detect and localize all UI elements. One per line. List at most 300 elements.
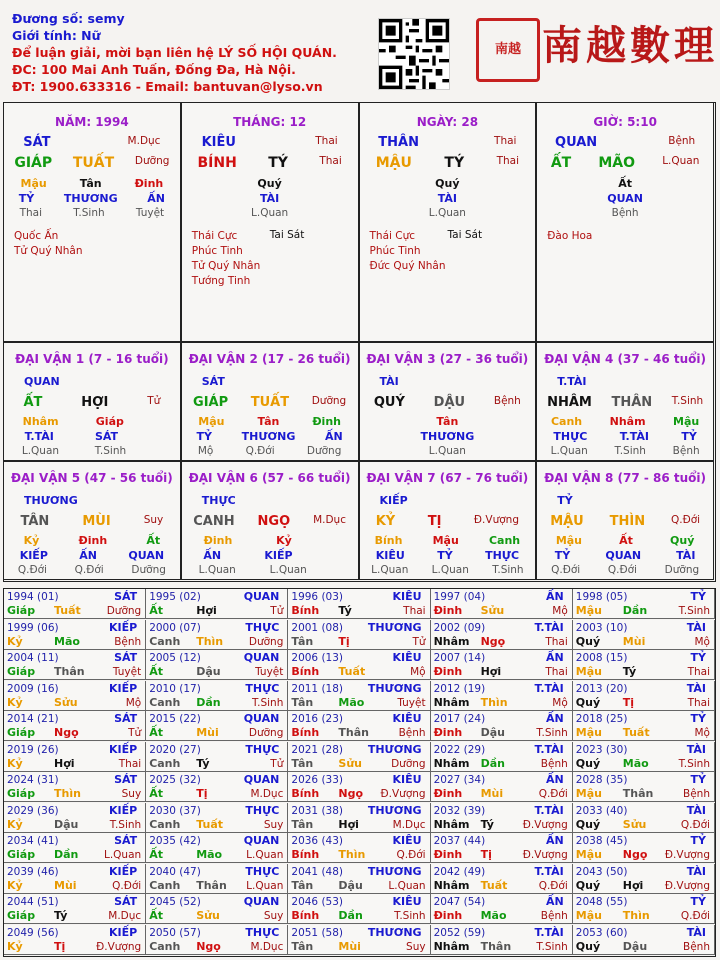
- year-star: TỶ: [690, 895, 706, 908]
- year-star: THƯƠNG: [367, 681, 422, 695]
- hidden-stem: Kỷ: [276, 534, 292, 547]
- year-state: Thai: [545, 635, 568, 648]
- year-chi: Thân: [338, 726, 369, 739]
- year-label: 2004 (11): [7, 652, 59, 664]
- note: Thái Cực: [369, 230, 416, 242]
- hidden-state: L.Quan: [371, 564, 409, 576]
- year-can: Tân: [291, 939, 314, 953]
- year-state: T.Sinh: [678, 757, 710, 770]
- hidden-star: TỶ: [437, 549, 453, 562]
- year-star: TÀI: [686, 864, 706, 878]
- hidden-stem: Nhâm: [609, 415, 646, 428]
- dai-van-star: T.TÀI: [557, 375, 587, 388]
- hidden-star: TÀI: [437, 192, 457, 205]
- header: [12, 10, 337, 95]
- year-state: Đ.Vượng: [522, 849, 568, 861]
- year-label: 1998 (05): [575, 591, 628, 603]
- year-state: Q.Đới: [538, 879, 568, 892]
- year-state: M.Dục: [250, 788, 284, 800]
- year-state: L.Quan: [246, 879, 284, 892]
- dai-van-title: ĐẠI VẬN 7 (67 - 76 tuổi): [366, 471, 529, 485]
- pillar-2: [359, 102, 537, 342]
- year-chi: Thìn: [196, 634, 224, 648]
- year-star: KIẾP: [108, 742, 138, 756]
- year-can: Bính: [291, 848, 320, 861]
- year-label: 2006 (13): [291, 652, 344, 664]
- year-cell[interactable]: [431, 803, 573, 833]
- year-cell[interactable]: [431, 772, 573, 802]
- year-cell[interactable]: [146, 864, 288, 894]
- hidden-star: QUAN: [607, 192, 643, 205]
- year-chi: Sửu: [622, 817, 647, 831]
- hidden-state: T.Sinh: [492, 564, 524, 576]
- year-label: 2049 (56): [7, 926, 59, 939]
- year-label: 2002 (09): [433, 621, 486, 634]
- year-star: TÀI: [686, 742, 706, 756]
- year-label: 2009 (16): [7, 682, 59, 695]
- year-can: Quý: [575, 695, 601, 709]
- year-can: Ất: [149, 909, 163, 922]
- dai-van-chi: DẬU: [433, 395, 466, 410]
- dai-van-can: QUÝ: [373, 395, 405, 410]
- year-cell[interactable]: [288, 864, 430, 894]
- year-cell[interactable]: [288, 620, 430, 650]
- year-cell[interactable]: [431, 894, 573, 924]
- year-chi: Thân: [622, 787, 654, 800]
- year-star: TỶ: [690, 590, 706, 603]
- gender: Giới tính: Nữ: [12, 28, 101, 43]
- year-label: 2041 (48): [291, 865, 344, 878]
- year-cell[interactable]: [573, 833, 715, 863]
- year-label: 2032 (39): [433, 804, 486, 817]
- year-state: T.Sinh: [251, 696, 284, 709]
- year-star: KIẾP: [108, 620, 138, 634]
- year-can: Nhâm: [433, 939, 470, 953]
- year-cell[interactable]: [4, 742, 146, 772]
- dai-van-5: [3, 461, 181, 580]
- year-can: Tân: [291, 634, 314, 648]
- year-cell[interactable]: [146, 925, 288, 955]
- year-star: QUAN: [243, 773, 280, 786]
- year-state: Q.Đới: [680, 818, 710, 831]
- year-cell[interactable]: [431, 650, 573, 680]
- year-can: Đinh: [433, 665, 463, 678]
- year-cell[interactable]: [573, 620, 715, 650]
- year-state: Bệnh: [683, 940, 710, 953]
- year-star: SÁT: [114, 590, 138, 603]
- year-star: ẤN: [546, 712, 564, 725]
- pillar-can: BÍNH: [197, 155, 237, 171]
- dai-van-title: ĐẠI VẬN 6 (57 - 66 tuổi): [188, 471, 351, 485]
- year-label: 2000 (07): [149, 621, 201, 634]
- year-can: Bính: [291, 909, 320, 922]
- year-can: Giáp: [7, 787, 36, 800]
- hidden-state: L.Quan: [428, 207, 466, 219]
- year-label: 2011 (18): [291, 682, 344, 695]
- year-cell[interactable]: [573, 589, 715, 619]
- year-star: KIÊU: [392, 834, 422, 847]
- year-cell[interactable]: [146, 589, 288, 619]
- hidden-star: T.TÀI: [619, 430, 649, 443]
- year-chi: Ngọ: [338, 787, 364, 800]
- year-can: Nhâm: [433, 634, 470, 648]
- year-star: ẤN: [546, 651, 564, 664]
- year-cell[interactable]: [4, 894, 146, 924]
- year-state: Dưỡng: [248, 635, 284, 648]
- hidden-state: Q.Đới: [17, 564, 47, 576]
- year-cell[interactable]: [146, 681, 288, 711]
- year-star: TÀI: [686, 803, 706, 817]
- year-chi: Mão: [480, 909, 507, 922]
- year-star: QUAN: [243, 712, 280, 725]
- dai-van-star: THỰC: [201, 494, 236, 507]
- year-state: Q.Đới: [538, 788, 568, 800]
- year-cell[interactable]: [4, 864, 146, 894]
- year-cell[interactable]: [288, 681, 430, 711]
- year-chi: Tị: [480, 848, 492, 861]
- dai-van-8: [536, 461, 714, 580]
- year-cell[interactable]: [431, 833, 573, 863]
- year-can: Mậu: [575, 848, 602, 861]
- hidden-state: Q.Đới: [245, 445, 275, 457]
- year-cell[interactable]: [288, 589, 430, 619]
- contact-line: Để luận giải, mời bạn liên hệ LÝ SỐ HỘI QUÁN.: [12, 45, 337, 60]
- year-can: Quý: [575, 878, 601, 892]
- hidden-stem: Mậu: [432, 534, 459, 547]
- year-chi: Tuất: [54, 604, 81, 617]
- year-cell[interactable]: [4, 650, 146, 680]
- hidden-state: Q.Đới: [607, 564, 637, 576]
- year-cell[interactable]: [288, 803, 430, 833]
- year-can: Canh: [149, 634, 181, 648]
- hidden-star: TÀI: [676, 549, 696, 562]
- dai-van-title: ĐẠI VẬN 1 (7 - 16 tuổi): [15, 352, 169, 366]
- year-label: 2021 (28): [291, 743, 344, 756]
- year-cell[interactable]: [431, 864, 573, 894]
- year-cell[interactable]: [573, 650, 715, 680]
- year-cell[interactable]: [4, 620, 146, 650]
- hidden-star: T.TÀI: [24, 430, 54, 443]
- year-cell[interactable]: [573, 742, 715, 772]
- hidden-stem: Ất: [146, 534, 161, 547]
- year-can: Mậu: [575, 909, 602, 922]
- year-label: 2035 (42): [149, 835, 201, 847]
- hidden-stem: Mậu: [673, 415, 700, 428]
- year-can: Kỷ: [7, 756, 23, 770]
- year-label: 2047 (54): [433, 896, 486, 908]
- year-star: SÁT: [114, 651, 138, 664]
- year-cell[interactable]: [4, 833, 146, 863]
- year-label: 2019 (26): [7, 743, 59, 756]
- year-can: Tân: [291, 817, 314, 831]
- year-state: Tuyệt: [397, 696, 426, 709]
- year-can: Bính: [291, 787, 320, 800]
- hidden-stem: Mậu: [198, 415, 225, 428]
- pillar-can: MẬU: [375, 155, 412, 171]
- year-cell[interactable]: [573, 803, 715, 833]
- year-chi: Tị: [622, 695, 635, 709]
- year-can: Nhâm: [433, 756, 470, 770]
- hidden-star: KIẾP: [19, 549, 48, 562]
- year-can: Giáp: [7, 909, 36, 922]
- hidden-star: ẤN: [147, 192, 165, 205]
- year-cell[interactable]: [288, 650, 430, 680]
- year-cell[interactable]: [146, 742, 288, 772]
- year-label: 1995 (02): [149, 591, 201, 603]
- hidden-state: L.Quan: [21, 445, 60, 457]
- year-star: TÀI: [686, 620, 706, 634]
- year-can: Mậu: [575, 665, 602, 678]
- dai-van-title: ĐẠI VẬN 2 (17 - 26 tuổi): [188, 352, 351, 366]
- year-cell[interactable]: [431, 620, 573, 650]
- year-cell[interactable]: [431, 589, 573, 619]
- year-state: Bệnh: [540, 910, 568, 922]
- year-star: SÁT: [114, 895, 138, 908]
- year-cell[interactable]: [4, 711, 146, 741]
- dai-van-star: THƯƠNG: [24, 494, 78, 507]
- phone-email: ĐT: 1900.633316 - Email: bantuvan@lyso.vn: [12, 79, 323, 94]
- year-label: 2050 (57): [149, 926, 201, 939]
- year-can: Canh: [149, 939, 181, 953]
- year-star: T.TÀI: [534, 925, 564, 939]
- year-state: T.Sinh: [394, 910, 426, 922]
- year-chi: Ngọ: [622, 848, 648, 861]
- year-cell[interactable]: [4, 589, 146, 619]
- year-state: L.Quan: [246, 849, 284, 861]
- address: ĐC: 100 Mai Anh Tuấn, Đống Đa, Hà Nội.: [12, 62, 296, 77]
- pillar-chi: TUẤT: [72, 155, 115, 171]
- hidden-stem: Tân: [257, 415, 280, 428]
- year-cell[interactable]: [146, 833, 288, 863]
- year-cell[interactable]: [431, 681, 573, 711]
- year-state: M.Dục: [108, 910, 142, 922]
- year-cell[interactable]: [431, 711, 573, 741]
- year-can: Ất: [149, 726, 163, 739]
- dai-van-title: ĐẠI VẬN 4 (37 - 46 tuổi): [544, 352, 707, 366]
- year-cell[interactable]: [4, 925, 146, 955]
- year-chi: Dậu: [338, 878, 363, 892]
- year-state: Suy: [406, 940, 426, 953]
- year-cell[interactable]: [288, 742, 430, 772]
- year-label: 2053 (60): [575, 926, 628, 939]
- year-chi: Dần: [338, 909, 363, 922]
- year-state: Thai: [687, 696, 710, 709]
- year-cell[interactable]: [573, 711, 715, 741]
- year-cell[interactable]: [288, 925, 430, 955]
- hidden-stem: Quý: [435, 177, 460, 190]
- dai-van-state: M.Dục: [313, 514, 346, 526]
- year-cell[interactable]: [288, 894, 430, 924]
- year-label: 2001 (08): [291, 621, 344, 634]
- dai-van-star: KIẾP: [379, 494, 408, 507]
- year-label: 2029 (36): [7, 804, 59, 817]
- year-cell[interactable]: [573, 772, 715, 802]
- year-label: 2005 (12): [149, 652, 201, 664]
- year-state: Suy: [121, 788, 142, 800]
- year-can: Kỷ: [7, 634, 23, 648]
- year-can: Kỷ: [7, 878, 23, 892]
- hidden-star: TÀI: [259, 192, 280, 205]
- year-chi: Tuất: [196, 817, 223, 831]
- hidden-stem: Bính: [374, 534, 403, 547]
- year-cell[interactable]: [288, 711, 430, 741]
- year-label: 2037 (44): [433, 835, 486, 847]
- dai-van-1: [3, 342, 181, 461]
- year-star: KIẾP: [108, 681, 138, 695]
- year-cell[interactable]: [573, 894, 715, 924]
- note-right: Tai Sát: [269, 229, 305, 241]
- year-star: KIẾP: [108, 925, 138, 939]
- year-state: Thai: [118, 757, 142, 770]
- hidden-star: TỶ: [18, 192, 35, 205]
- hidden-star: SÁT: [94, 430, 119, 443]
- year-chi: Tý: [196, 756, 210, 770]
- note: Phúc Tinh: [191, 245, 243, 257]
- year-state: Bệnh: [398, 727, 426, 739]
- year-cell[interactable]: [4, 772, 146, 802]
- year-cell[interactable]: [146, 894, 288, 924]
- year-chi: Mùi: [480, 787, 504, 800]
- year-cell[interactable]: [146, 711, 288, 741]
- hidden-state: Mộ: [197, 445, 214, 457]
- year-can: Đinh: [433, 726, 463, 739]
- year-chi: Mùi: [54, 878, 77, 892]
- year-label: 2052 (59): [433, 926, 486, 939]
- hidden-state: Bệnh: [672, 445, 700, 457]
- year-cell[interactable]: [431, 925, 573, 955]
- hidden-state: Bệnh: [611, 207, 639, 219]
- year-label: 2051 (58): [291, 926, 344, 939]
- seal-logo: 南越: [476, 18, 540, 82]
- year-can: Bính: [291, 604, 320, 617]
- pillar-star: KIÊU: [201, 135, 236, 150]
- year-cell[interactable]: [573, 925, 715, 955]
- year-can: Canh: [149, 756, 181, 770]
- year-star: THƯƠNG: [367, 925, 422, 939]
- dai-van-state: Bệnh: [493, 395, 521, 407]
- year-label: 2020 (27): [149, 743, 201, 756]
- year-star: THƯƠNG: [367, 864, 422, 878]
- year-can: Ất: [149, 848, 163, 861]
- note: Quốc Ấn: [14, 230, 59, 242]
- year-state: Tuyệt: [112, 666, 142, 678]
- year-chi: Tị: [54, 939, 66, 953]
- dai-van-chi: THÂN: [611, 395, 653, 410]
- pillar-1: [181, 102, 359, 342]
- dai-van-chi: TỊ: [427, 514, 442, 529]
- year-label: 2045 (52): [149, 896, 201, 908]
- year-label: 2023 (30): [575, 743, 628, 756]
- year-can: Bính: [291, 726, 320, 739]
- year-cell[interactable]: [573, 864, 715, 894]
- year-cell[interactable]: [146, 650, 288, 680]
- year-can: Giáp: [7, 665, 36, 678]
- year-chi: Tý: [338, 604, 352, 617]
- year-state: Dưỡng: [391, 757, 426, 770]
- year-label: 2008 (15): [575, 652, 628, 664]
- dai-van-2: [181, 342, 359, 461]
- year-chi: Mão: [622, 756, 649, 770]
- year-chi: Sửu: [54, 695, 78, 709]
- hidden-state: Q.Đới: [551, 564, 581, 576]
- year-cell[interactable]: [146, 803, 288, 833]
- pillar-star: THÂN: [378, 135, 419, 150]
- hidden-star: QUAN: [128, 549, 165, 562]
- year-star: ẤN: [546, 895, 564, 908]
- year-star: THƯƠNG: [367, 620, 422, 634]
- hidden-stem: Đinh: [134, 177, 164, 190]
- year-cell[interactable]: [4, 681, 146, 711]
- year-label: 2048 (55): [575, 896, 628, 908]
- hidden-state: T.Sinh: [614, 445, 646, 457]
- year-can: Bính: [291, 665, 320, 678]
- hidden-stem: Tân: [436, 415, 459, 428]
- pillar-state: Thai: [315, 135, 338, 147]
- year-label: 2040 (47): [149, 865, 201, 878]
- year-chi: Thân: [480, 939, 512, 953]
- year-state: Mộ: [694, 727, 710, 739]
- year-cell[interactable]: [431, 742, 573, 772]
- year-cell[interactable]: [288, 833, 430, 863]
- year-star: ẤN: [546, 773, 564, 786]
- year-star: KIÊU: [392, 651, 422, 664]
- year-cell[interactable]: [573, 681, 715, 711]
- hidden-stem: Ất: [619, 534, 633, 547]
- year-cell[interactable]: [288, 772, 430, 802]
- year-state: T.Sinh: [109, 818, 142, 831]
- hidden-state: Dưỡng: [306, 445, 342, 457]
- year-cell[interactable]: [4, 803, 146, 833]
- dai-van-state: Q.Đới: [670, 514, 701, 526]
- year-label: 2025 (32): [149, 774, 201, 786]
- dai-van-can: ẤT: [23, 395, 43, 410]
- year-label: 2044 (51): [7, 896, 59, 908]
- pillar-can: ẤT: [550, 155, 572, 171]
- year-state: Suy: [263, 910, 284, 922]
- year-can: Tân: [291, 756, 314, 770]
- pillar-state2: L.Quan: [662, 155, 700, 167]
- year-state: Mộ: [694, 635, 710, 648]
- year-cell[interactable]: [146, 772, 288, 802]
- year-chi: Thìn: [622, 909, 650, 922]
- dai-van-star: TỶ: [557, 494, 573, 507]
- year-star: TÀI: [686, 925, 706, 939]
- year-chi: Thìn: [54, 787, 81, 800]
- year-cell[interactable]: [146, 620, 288, 650]
- year-star: THƯƠNG: [367, 803, 422, 817]
- dai-van-state: T.Sinh: [671, 395, 704, 407]
- year-chi: Thân: [196, 878, 227, 892]
- year-state: Đ.Vượng: [96, 940, 142, 953]
- year-star: QUAN: [243, 590, 280, 603]
- year-label: 1999 (06): [7, 621, 59, 634]
- year-can: Canh: [149, 817, 181, 831]
- year-can: Tân: [291, 695, 314, 709]
- year-state: Đ.Vượng: [664, 879, 710, 892]
- year-state: Q.Đới: [680, 910, 710, 922]
- year-chi: Mão: [54, 634, 80, 648]
- year-chi: Tuất: [622, 726, 650, 739]
- dai-van-star: SÁT: [201, 375, 225, 388]
- hidden-state: T.Sinh: [73, 207, 105, 219]
- year-chi: Sửu: [480, 604, 505, 617]
- year-chi: Tý: [480, 817, 494, 831]
- owner-name: Đương số: semy: [12, 11, 125, 26]
- year-star: QUAN: [243, 895, 280, 908]
- hidden-star: ẤN: [324, 430, 343, 443]
- year-can: Giáp: [7, 604, 36, 617]
- dai-van-7: [359, 461, 537, 580]
